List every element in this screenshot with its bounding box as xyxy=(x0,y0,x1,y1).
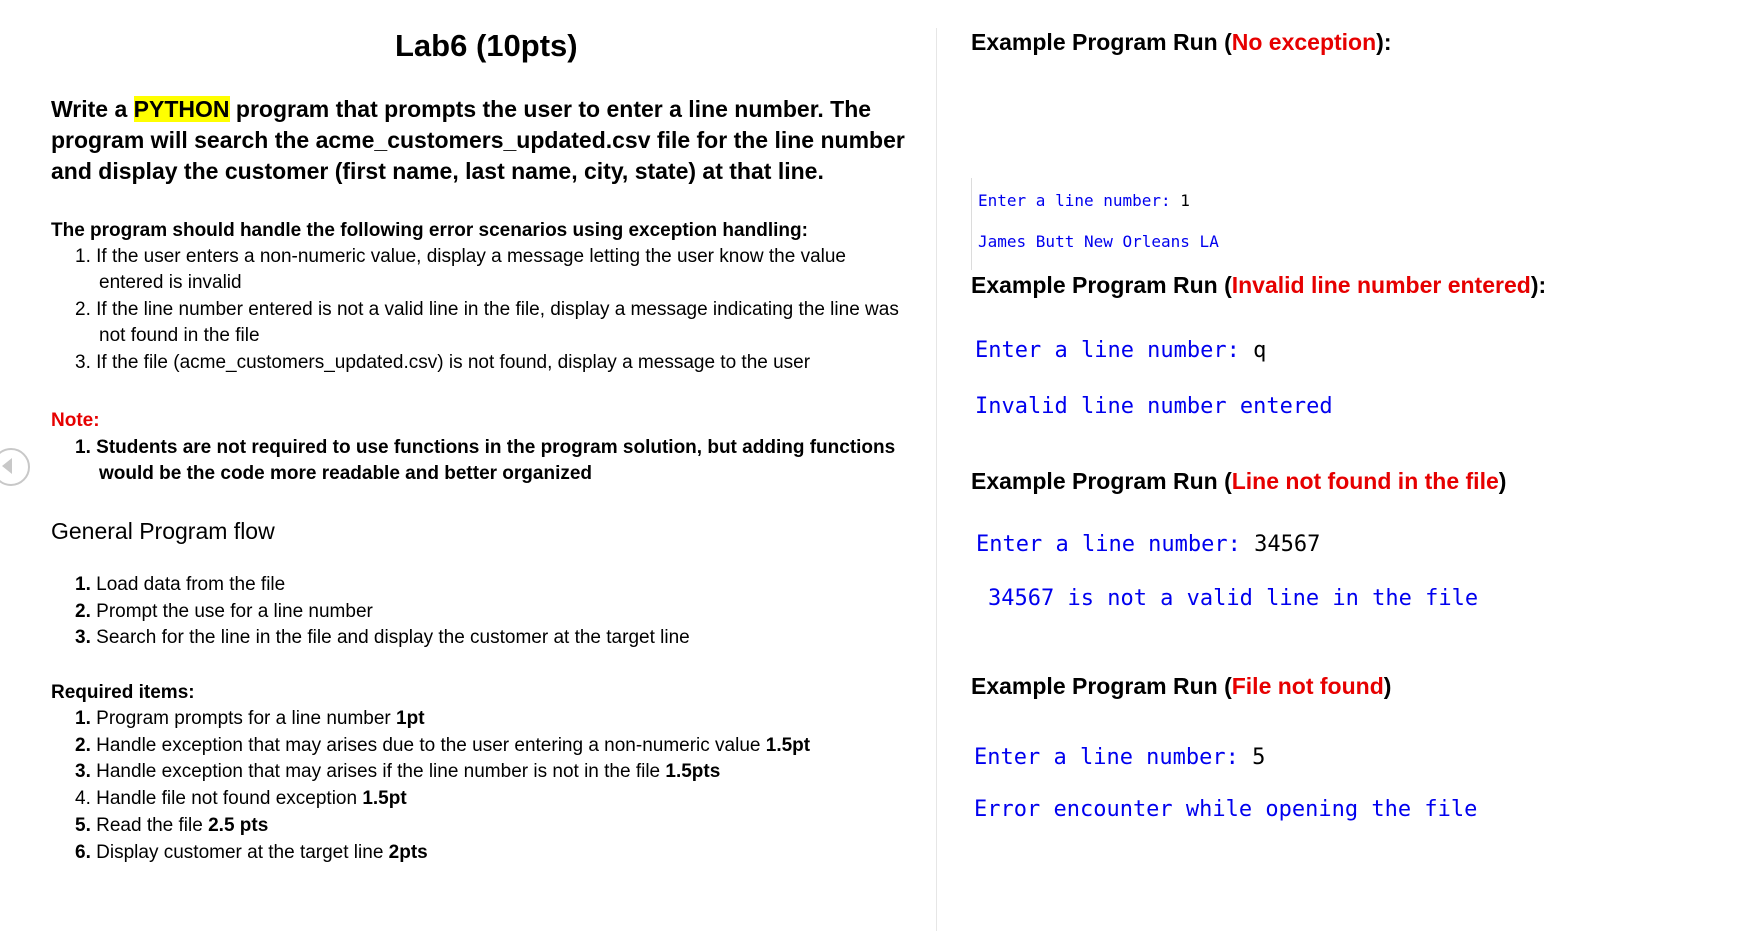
flow-item-2: 2. Prompt the use for a line number xyxy=(75,601,373,622)
error-item-1: 1. If the user enters a non-numeric value, display a message letting the user know the value xyxy=(75,246,847,267)
error-item-2-cont: not found in the file xyxy=(99,325,260,346)
example-1-prompt: Enter a line number: 1 xyxy=(978,191,1190,210)
intro-pre: Write a xyxy=(51,96,134,122)
error-item-2: 2. If the line number entered is not a valid line in the file, display a message indicating the line was xyxy=(75,299,899,320)
required-item-2: 2. Handle exception that may arises due to the user entering a non-numeric value 1.5pt xyxy=(75,735,811,756)
example-3-prompt: Enter a line number: 34567 xyxy=(976,532,1321,557)
page-title: Lab6 (10pts) xyxy=(395,28,578,63)
example-2-prompt: Enter a line number: q xyxy=(975,338,1267,363)
intro-post: program that prompts the user to enter a line number. The program will search the acme_customers_updated.csv file for the line number and display the customer (first name, last name, city, state) at that line. xyxy=(51,96,905,184)
example-4-prompt: Enter a line number: 5 xyxy=(974,745,1266,770)
example-heading-invalid: Example Program Run (Invalid line number entered): xyxy=(971,272,1547,298)
example-1-output: James Butt New Orleans LA xyxy=(978,232,1219,251)
flow-item-3: 3. Search for the line in the file and display the customer at the target line xyxy=(75,627,690,648)
flow-item-1: 1. Load data from the file xyxy=(75,574,286,595)
python-highlight: PYTHON xyxy=(133,96,230,122)
error-item-1-cont: entered is invalid xyxy=(99,272,242,293)
intro-paragraph xyxy=(51,94,921,187)
note-item-1-cont: would be the code more readable and better organized xyxy=(99,463,593,484)
required-heading: Required items: xyxy=(51,682,195,703)
required-item-6: 6. Display customer at the target line 2pts xyxy=(75,842,428,863)
example-heading-file-not-found: Example Program Run (File not found) xyxy=(971,673,1392,699)
example-2-output: Invalid line number entered xyxy=(975,394,1333,419)
page-divider xyxy=(936,28,937,931)
chevron-left-icon xyxy=(2,458,12,474)
example-heading-no-exception: Example Program Run (No exception): xyxy=(971,29,1392,55)
note-label: Note: xyxy=(51,410,100,431)
note-item-1: 1. Students are not required to use functions in the program solution, but adding functions xyxy=(75,437,896,458)
example-heading-line-not-found: Example Program Run (Line not found in the file) xyxy=(971,468,1507,494)
error-item-3: 3. If the file (acme_customers_updated.csv) is not found, display a message to the user xyxy=(75,352,811,373)
example-3-output: 34567 is not a valid line in the file xyxy=(988,586,1479,611)
required-item-5: 5. Read the file 2.5 pts xyxy=(75,815,269,836)
required-item-1: 1. Program prompts for a line number 1pt xyxy=(75,708,425,729)
example-4-output: Error encounter while opening the file xyxy=(974,797,1478,822)
required-item-3: 3. Handle exception that may arises if the line number is not in the file 1.5pts xyxy=(75,761,721,782)
flow-heading: General Program flow xyxy=(51,518,275,544)
errors-heading: The program should handle the following error scenarios using exception handling: xyxy=(51,220,808,241)
code-block-border xyxy=(971,178,972,270)
required-item-4: 4. Handle file not found exception 1.5pt xyxy=(75,788,407,809)
